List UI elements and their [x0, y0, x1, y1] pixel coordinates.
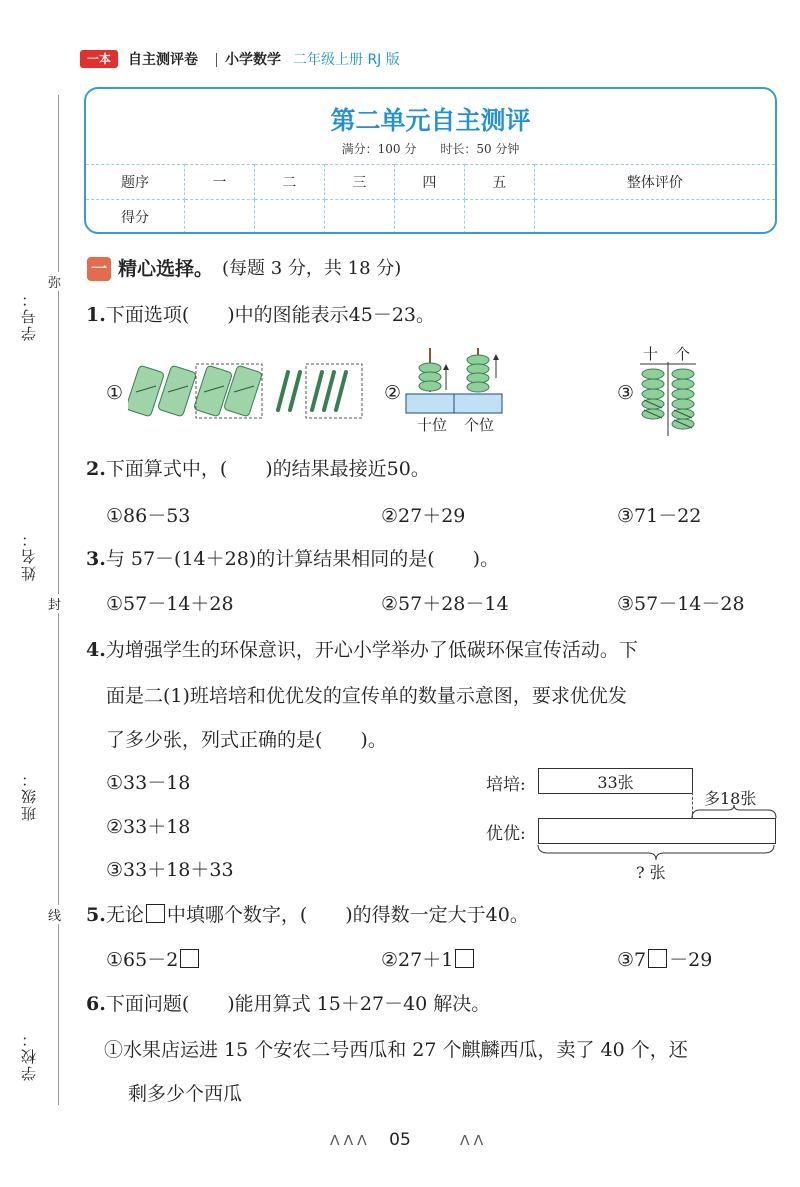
place-value-chart	[638, 362, 698, 438]
q3-option-1[interactable]: ①57－14＋28	[106, 593, 234, 615]
table-cell: 得分	[86, 200, 185, 235]
leaf-decoration-icon: ⴷⴷ	[460, 1133, 488, 1149]
table-row	[86, 165, 775, 200]
q1-option-3-marker: ③	[617, 382, 635, 404]
question-number: 1.	[86, 304, 106, 326]
q1-option-2-marker: ②	[384, 382, 402, 404]
q4-option-1[interactable]: ①33－18	[106, 772, 191, 794]
series-name: 自主测评卷	[128, 52, 198, 68]
table-cell: 五	[464, 165, 534, 200]
question-text: 无论	[105, 904, 144, 926]
question-text: 中填哪个数字，( )的得数一定大于40。	[166, 904, 529, 926]
question-number: 6.	[86, 993, 106, 1015]
exam-info: 满分：100 分 时长：50 分钟	[341, 142, 520, 156]
school-label: 学校：	[20, 1030, 38, 1081]
bundle-icon	[158, 365, 197, 417]
leaf-decoration-icon: ⴷⴷⴷ	[330, 1133, 371, 1149]
section-title: 精心选择。	[118, 258, 214, 280]
question-text: 下面算式中，( )的结果最接近50。	[105, 458, 430, 480]
tens-column-header: 十	[643, 345, 659, 363]
question-3	[86, 546, 499, 572]
question-1	[86, 302, 435, 328]
q2-option-1[interactable]: ①86－53	[106, 505, 191, 527]
peipei-bar-label: 33张	[597, 773, 634, 792]
ones-column-header: 个	[675, 345, 691, 363]
option-text: －29	[669, 949, 713, 971]
ones-place-label: 个位	[463, 416, 494, 434]
class-label: 班级：	[20, 770, 38, 821]
question-4-line-2: 面是二(1)班培培和优优发的宣传单的数量示意图，要求优优发	[106, 685, 627, 707]
question-text: 下面选项( )中的图能表示45－23。	[105, 304, 436, 326]
blank-box-icon	[455, 949, 474, 968]
option-text: ①65－2	[106, 949, 179, 971]
question-number: 3.	[86, 548, 106, 570]
bundle-icon	[128, 365, 164, 417]
table-cell: 三	[324, 165, 394, 200]
brand-logo: 一本	[80, 50, 118, 68]
peipei-label: 培培:	[486, 775, 526, 795]
total-brace	[536, 843, 778, 861]
question-number: 5.	[86, 904, 106, 926]
youyou-bar	[538, 818, 776, 844]
seal-mark: 封	[48, 594, 61, 613]
abacus-illustration	[404, 344, 504, 414]
q5-option-2[interactable]	[381, 947, 476, 973]
score-input-cell[interactable]	[185, 200, 255, 235]
subject-name: 小学数学	[225, 52, 281, 68]
table-cell: 题序	[86, 165, 185, 200]
question-2	[86, 456, 430, 482]
table-row	[86, 200, 775, 235]
score-input-cell[interactable]	[534, 200, 775, 235]
q6-option-1[interactable]: ①水果店运进 15 个安农二号西瓜和 27 个麒麟西瓜，卖了 40 个，还	[104, 1039, 688, 1061]
grade-edition: 二年级上册 RJ 版	[293, 52, 400, 68]
name-label: 姓名：	[20, 530, 38, 581]
question-4	[86, 637, 638, 663]
stick-bundles-illustration	[128, 362, 368, 420]
question-text: 与 57－(14＋28)的计算结果相同的是( )。	[105, 548, 500, 570]
section-note: (每题 3 分，共 18 分)	[222, 258, 402, 279]
q5-option-1[interactable]	[106, 947, 201, 973]
q3-option-3[interactable]: ③57－14－28	[617, 593, 745, 615]
q1-option-1-marker: ①	[106, 382, 124, 404]
blank-box-icon	[648, 949, 667, 968]
total-label: ? 张	[636, 863, 666, 882]
section-number-badge: 一	[87, 257, 111, 281]
q3-option-2[interactable]: ②57＋28－14	[381, 593, 509, 615]
table-cell: 二	[254, 165, 324, 200]
option-text: ②27＋1	[381, 949, 454, 971]
question-number: 2.	[86, 458, 106, 480]
question-5	[86, 902, 529, 928]
table-cell: 一	[185, 165, 255, 200]
question-6	[86, 991, 490, 1017]
question-4-line-3: 了多少张，列式正确的是( )。	[106, 729, 387, 751]
youyou-label: 优优:	[486, 824, 526, 844]
q4-option-2[interactable]: ②33＋18	[106, 816, 191, 838]
question-text: 为增强学生的环保意识，开心小学举办了低碳环保宣传活动。下	[105, 639, 638, 661]
score-table	[86, 164, 775, 234]
q2-option-2[interactable]: ②27＋29	[381, 505, 466, 527]
q4-option-3[interactable]: ③33＋18＋33	[106, 859, 234, 881]
difference-label: 多18张	[704, 789, 757, 808]
question-number: 4.	[86, 639, 106, 661]
student-number-label: 学号：	[20, 290, 38, 341]
q5-option-3[interactable]	[617, 947, 712, 973]
q6-option-1-line-2: 剩多少个西瓜	[128, 1083, 243, 1105]
score-box	[84, 87, 777, 234]
seal-mark: 线	[48, 905, 61, 924]
q2-option-3[interactable]: ③71－22	[617, 505, 702, 527]
header-divider	[216, 53, 217, 67]
option-text: ③7	[617, 949, 647, 971]
score-input-cell[interactable]	[254, 200, 324, 235]
page-number: 05	[389, 1130, 411, 1150]
blank-box-icon	[180, 949, 199, 968]
score-input-cell[interactable]	[324, 200, 394, 235]
seal-mark: 弥	[48, 272, 61, 291]
blank-box-icon	[146, 904, 165, 923]
question-text: 下面问题( )能用算式 15＋27－40 解决。	[105, 993, 491, 1015]
page-title: 第二单元自主测评	[330, 106, 531, 135]
score-input-cell[interactable]	[394, 200, 464, 235]
score-input-cell[interactable]	[464, 200, 534, 235]
tens-place-label: 十位	[416, 416, 447, 434]
table-cell: 整体评价	[534, 165, 775, 200]
table-cell: 四	[394, 165, 464, 200]
